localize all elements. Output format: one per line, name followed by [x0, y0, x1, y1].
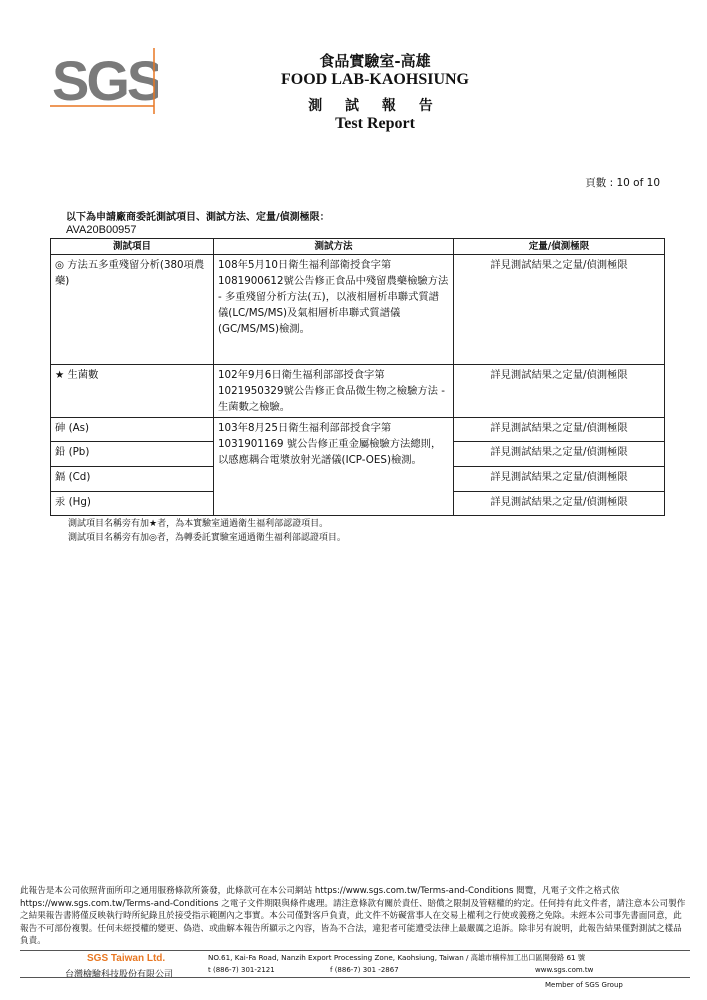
- test-item: 汞 (Hg): [51, 492, 214, 516]
- sgs-logo-graphic: [50, 48, 158, 114]
- page-number: 頁數 : 10 of 10: [585, 177, 660, 189]
- footer-divider: [20, 950, 690, 951]
- footer-divider-bottom: [20, 977, 690, 978]
- company-address: NO.61, Kai-Fa Road, Nanzih Export Processing Zone, Kaohsiung, Taiwan / 高雄市楠梓加工出口區開發路 61 號: [208, 953, 586, 962]
- lab-name-en: FOOD LAB-KAOHSIUNG: [280, 71, 469, 88]
- test-limit: 詳見測試結果之定量/偵測極限: [454, 442, 665, 467]
- report-reference: AVA20B00957: [66, 224, 137, 236]
- intro-heading: 以下為申請廠商委託測試項目、測試方法、定量/偵測極限：: [66, 212, 330, 223]
- test-limit: 詳見測試結果之定量/偵測極限: [454, 467, 665, 492]
- test-limit: 詳見測試結果之定量/偵測極限: [454, 255, 665, 365]
- note-subcontracted: 測試項目名稱旁有加◎者，為轉委託實驗室通過衛生福利部認證項目。: [68, 533, 346, 543]
- test-limit: 詳見測試結果之定量/偵測極限: [454, 492, 665, 516]
- test-item: 鉛 (Pb): [51, 442, 214, 467]
- test-item: 砷 (As): [51, 418, 214, 442]
- report-title-cn: 測 試 報 告: [308, 98, 442, 114]
- company-fax: f (886-7) 301 -2867: [330, 966, 399, 974]
- company-name-en: SGS Taiwan Ltd.: [87, 953, 166, 964]
- company-name-cn: 台灣檢驗科技股份有限公司: [65, 970, 174, 980]
- sgs-logo: [50, 48, 158, 110]
- test-limit: 詳見測試結果之定量/偵測極限: [454, 418, 665, 442]
- report-title-en: Test Report: [335, 115, 415, 132]
- test-method: 108年5月10日衛生福利部衛授食字第1081900612號公告修正食品中殘留農藥檢驗方法 - 多重殘留分析方法(五)，以液相層析串聯式質譜儀(LC/MS/MS)及氣相層析串聯式質譜儀(GC/MS/MS)檢測。: [214, 255, 454, 365]
- company-phone: t (886-7) 301-2121: [208, 966, 275, 974]
- test-item: 鎘 (Cd): [51, 467, 214, 492]
- column-header-limit: 定量/偵測極限: [454, 239, 665, 255]
- table-row: [51, 418, 665, 442]
- footer-disclaimer: 此報告是本公司依照背面所印之通用服務條款所簽發，此條款可在本公司網站 https://www.sgs.com.tw/Terms-and-Conditions 閱覽，凡電子文件之格式依https://www.sgs.com.tw/Terms-and-Conditions 之電子文件期限與條件處理。請注意條款有關於責任、賠償之限制及管轄權的約定。任何持有此文件者，請注意本公司製作之結果報告書將僅反映執行時所紀錄且於接受指示範圍內之事實。本公司僅對客戶負責，此文件不妨礙當事人在交易上權利之行使或義務之免除。未經本公司事先書面同意，此報告不可部份複製。任何未經授權的變更、偽造、或曲解本報告所顯示之內容，皆為不合法，違犯者可能遭受法律上最嚴厲之追訴。除非另有說明，此報告結果僅對測試之樣品負責。: [20, 886, 686, 947]
- table-row: [51, 255, 665, 365]
- svg-text:SGS: SGS: [52, 49, 158, 112]
- table-row: [51, 365, 665, 418]
- test-limit: 詳見測試結果之定量/偵測極限: [454, 365, 665, 418]
- company-website: www.sgs.com.tw: [535, 966, 594, 974]
- column-header-item: 測試項目: [51, 239, 214, 255]
- test-method: 103年8月25日衛生福利部部授食字第1031901169 號公告修正重金屬檢驗方法總則，以感應耦合電漿放射光譜儀(ICP-OES)檢測。: [214, 418, 454, 516]
- test-items-table: [50, 238, 665, 516]
- table-header-row: [51, 239, 665, 255]
- test-method: 102年9月6日衛生福利部部授食字第1021950329號公告修正食品微生物之檢驗方法 - 生菌數之檢驗。: [214, 365, 454, 418]
- test-item: ◎ 方法五多重殘留分析(380項農藥): [51, 255, 214, 365]
- note-accredited: 測試項目名稱旁有加★者，為本實驗室通過衛生福利部認證項目。: [68, 519, 329, 529]
- lab-name-cn: 食品實驗室-高雄: [319, 52, 431, 70]
- member-of-group: Member of SGS Group: [545, 981, 623, 989]
- column-header-method: 測試方法: [214, 239, 454, 255]
- test-item: ★ 生菌數: [51, 365, 214, 418]
